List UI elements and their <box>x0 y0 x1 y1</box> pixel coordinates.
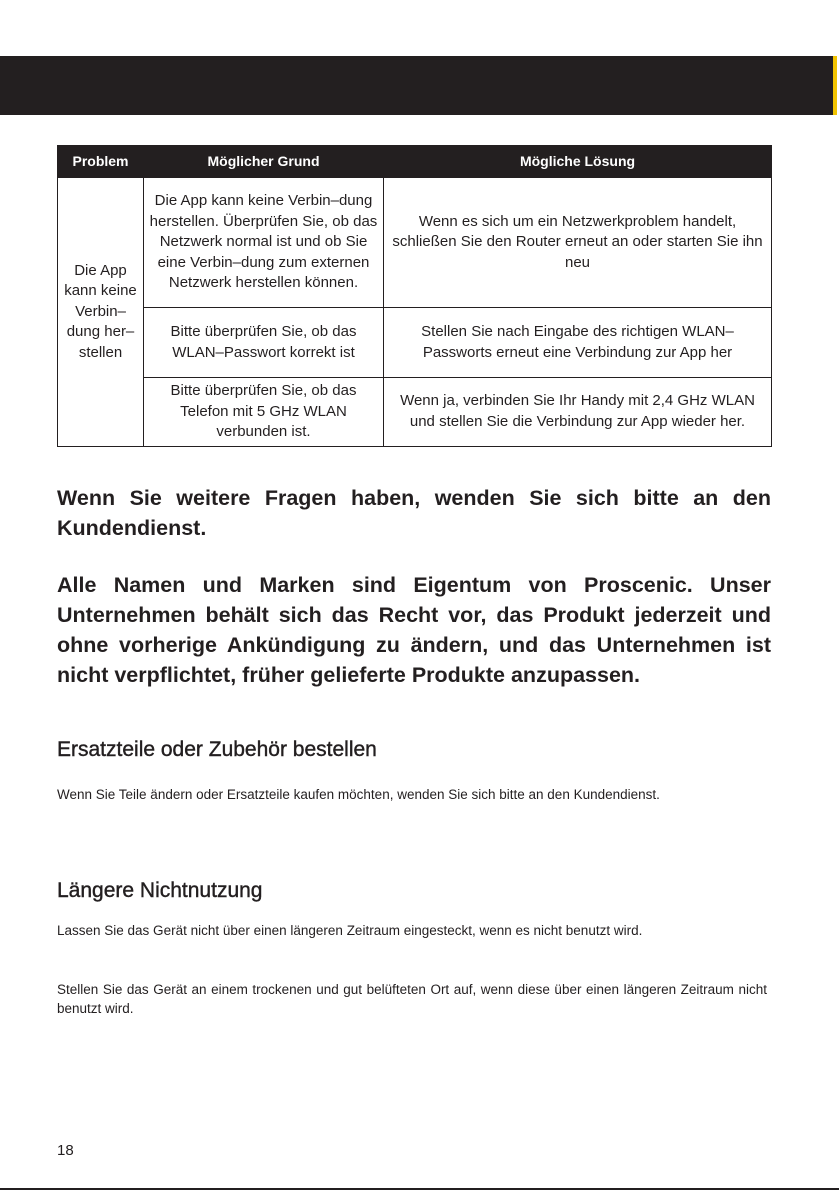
table-row <box>58 378 772 447</box>
spare-parts-text: Wenn Sie Teile ändern oder Ersatzteile kaufen möchten, wenden Sie sich bitte an den Kundendienst. <box>57 787 660 802</box>
column-header-solution: Mögliche Lösung <box>384 146 772 178</box>
reason-cell: Bitte überprüfen Sie, ob das WLAN–Passwort korrekt ist <box>144 308 384 378</box>
solution-cell: Wenn es sich um ein Netzwerkproblem handelt, schließen Sie den Router erneut an oder starten Sie ihn neu <box>384 178 772 308</box>
solution-cell: Wenn ja, verbinden Sie Ihr Handy mit 2,4 GHz WLAN und stellen Sie die Verbindung zur App wieder her. <box>384 378 772 447</box>
section-title-non-use: Längere Nichtnutzung <box>57 879 263 902</box>
table-row <box>58 308 772 378</box>
table-header-row <box>58 146 772 178</box>
section-title-spare-parts: Ersatzteile oder Zubehör bestellen <box>57 738 377 761</box>
header-accent-stripe <box>833 56 837 115</box>
problem-cell: Die App kann keine Verbin–dung her–stellen <box>58 178 144 447</box>
contact-note: Wenn Sie weitere Fragen haben, wenden Sie sich bitte an den Kundendienst. <box>57 486 771 540</box>
non-use-text-2: Stellen Sie das Gerät an einem trockenen und gut belüfteten Ort auf, wenn diese über einen längeren Zeitraum nicht benutzt wird. <box>57 982 767 1016</box>
trademark-note: Alle Namen und Marken sind Eigentum von Proscenic. Unser Unternehmen behält sich das Recht vor, das Produkt jederzeit und ohne vorherige Ankündigung zu ändern, und das Unternehmen ist nicht verpflichtet, früher gelieferte Produkte anzupassen. <box>57 573 771 687</box>
non-use-text-1: Lassen Sie das Gerät nicht über einen längeren Zeitraum eingesteckt, wenn es nicht benutzt wird. <box>57 923 643 938</box>
header-bar <box>0 56 833 115</box>
table-row <box>58 178 772 308</box>
reason-cell: Bitte überprüfen Sie, ob das Telefon mit 5 GHz WLAN verbunden ist. <box>144 378 384 447</box>
solution-cell: Stellen Sie nach Eingabe des richtigen WLAN–Passworts erneut eine Verbindung zur App her <box>384 308 772 378</box>
column-header-problem: Problem <box>58 146 144 178</box>
page-number: 18 <box>57 1142 74 1159</box>
troubleshooting-table <box>57 145 772 447</box>
column-header-reason: Möglicher Grund <box>144 146 384 178</box>
reason-cell: Die App kann keine Verbin–dung herstellen. Überprüfen Sie, ob das Netzwerk normal ist und ob Sie eine Verbin–dung zum externen Netzwerk herstellen können. <box>144 178 384 308</box>
bottom-rule <box>0 1188 839 1190</box>
